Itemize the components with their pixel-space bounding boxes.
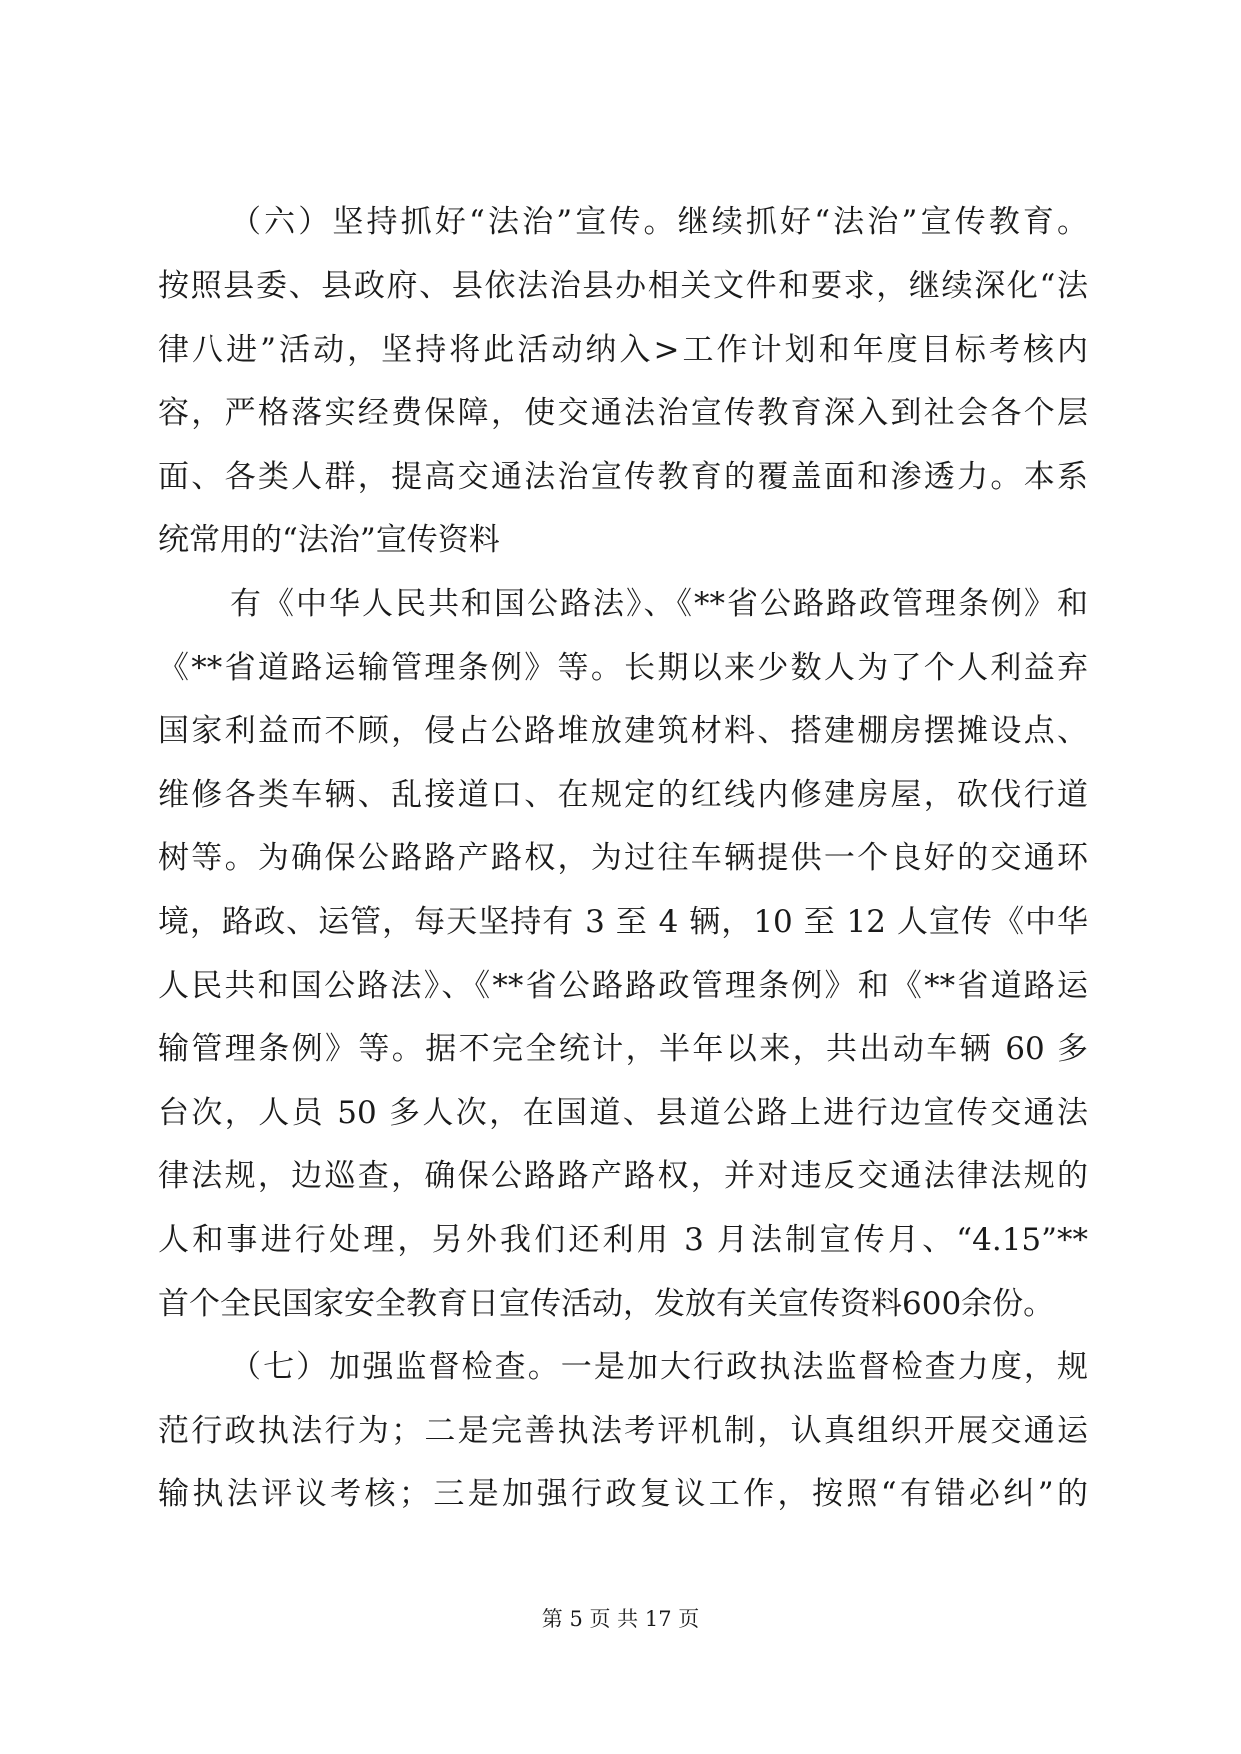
paragraph-materials-line-10: 律法规，边巡查，确保公路路产路权，并对违反交通法律法规的 bbox=[158, 1158, 1088, 1194]
paragraph-materials-line-4: 维修各类车辆、乱接道口、在规定的红线内修建房屋，砍伐行道 bbox=[158, 777, 1088, 813]
paragraph-materials-line-12: 首个全民国家安全教育日宣传活动，发放有关宣传资料600余份。 bbox=[158, 1286, 1055, 1322]
paragraph-materials-line-5: 树等。为确保公路路产路权，为过往车辆提供一个良好的交通环 bbox=[158, 840, 1088, 876]
paragraph-materials-line-11: 人和事进行处理，另外我们还利用 3 月法制宣传月、“4.15”** bbox=[158, 1222, 1088, 1258]
paragraph-6-line-5: 面、各类人群，提高交通法治宣传教育的覆盖面和渗透力。本系 bbox=[158, 459, 1088, 495]
paragraph-materials-line-7: 人民共和国公路法》、《**省公路路政管理条例》和《**省道路运 bbox=[158, 968, 1088, 1004]
paragraph-materials-line-6: 境，路政、运管，每天坚持有 3 至 4 辆，10 至 12 人宣传《中华 bbox=[158, 904, 1088, 940]
paragraph-6-line-1: （六）坚持抓好“法治”宣传。继续抓好“法治”宣传教育。 bbox=[230, 204, 1088, 240]
paragraph-6-line-2: 按照县委、县政府、县依法治县办相关文件和要求，继续深化“法 bbox=[158, 268, 1088, 304]
paragraph-6-line-3: 律八进”活动，坚持将此活动纳入>工作计划和年度目标考核内 bbox=[158, 332, 1088, 368]
page-number-footer: 第 5 页 共 17 页 bbox=[541, 1607, 700, 1631]
paragraph-materials-line-1: 有《中华人民共和国公路法》、《**省公路路政管理条例》和 bbox=[230, 586, 1088, 622]
paragraph-materials-line-3: 国家利益而不顾，侵占公路堆放建筑材料、搭建棚房摆摊设点、 bbox=[158, 713, 1088, 749]
paragraph-7-line-2: 范行政执法行为；二是完善执法考评机制，认真组织开展交通运 bbox=[158, 1413, 1088, 1449]
paragraph-6-line-4: 容，严格落实经费保障，使交通法治宣传教育深入到社会各个层 bbox=[158, 395, 1088, 431]
paragraph-6-line-6: 统常用的“法治”宣传资料 bbox=[158, 522, 500, 558]
paragraph-materials-line-8: 输管理条例》等。据不完全统计，半年以来，共出动车辆 60 多 bbox=[158, 1031, 1088, 1067]
paragraph-7-line-3: 输执法评议考核；三是加强行政复议工作，按照“有错必纠”的 bbox=[158, 1476, 1088, 1512]
paragraph-materials-line-2: 《**省道路运输管理条例》等。长期以来少数人为了个人利益弃 bbox=[158, 650, 1088, 686]
paragraph-7-line-1: （七）加强监督检查。一是加大行政执法监督检查力度，规 bbox=[230, 1349, 1088, 1385]
paragraph-materials-line-9: 台次，人员 50 多人次，在国道、县道公路上进行边宣传交通法 bbox=[158, 1095, 1088, 1131]
